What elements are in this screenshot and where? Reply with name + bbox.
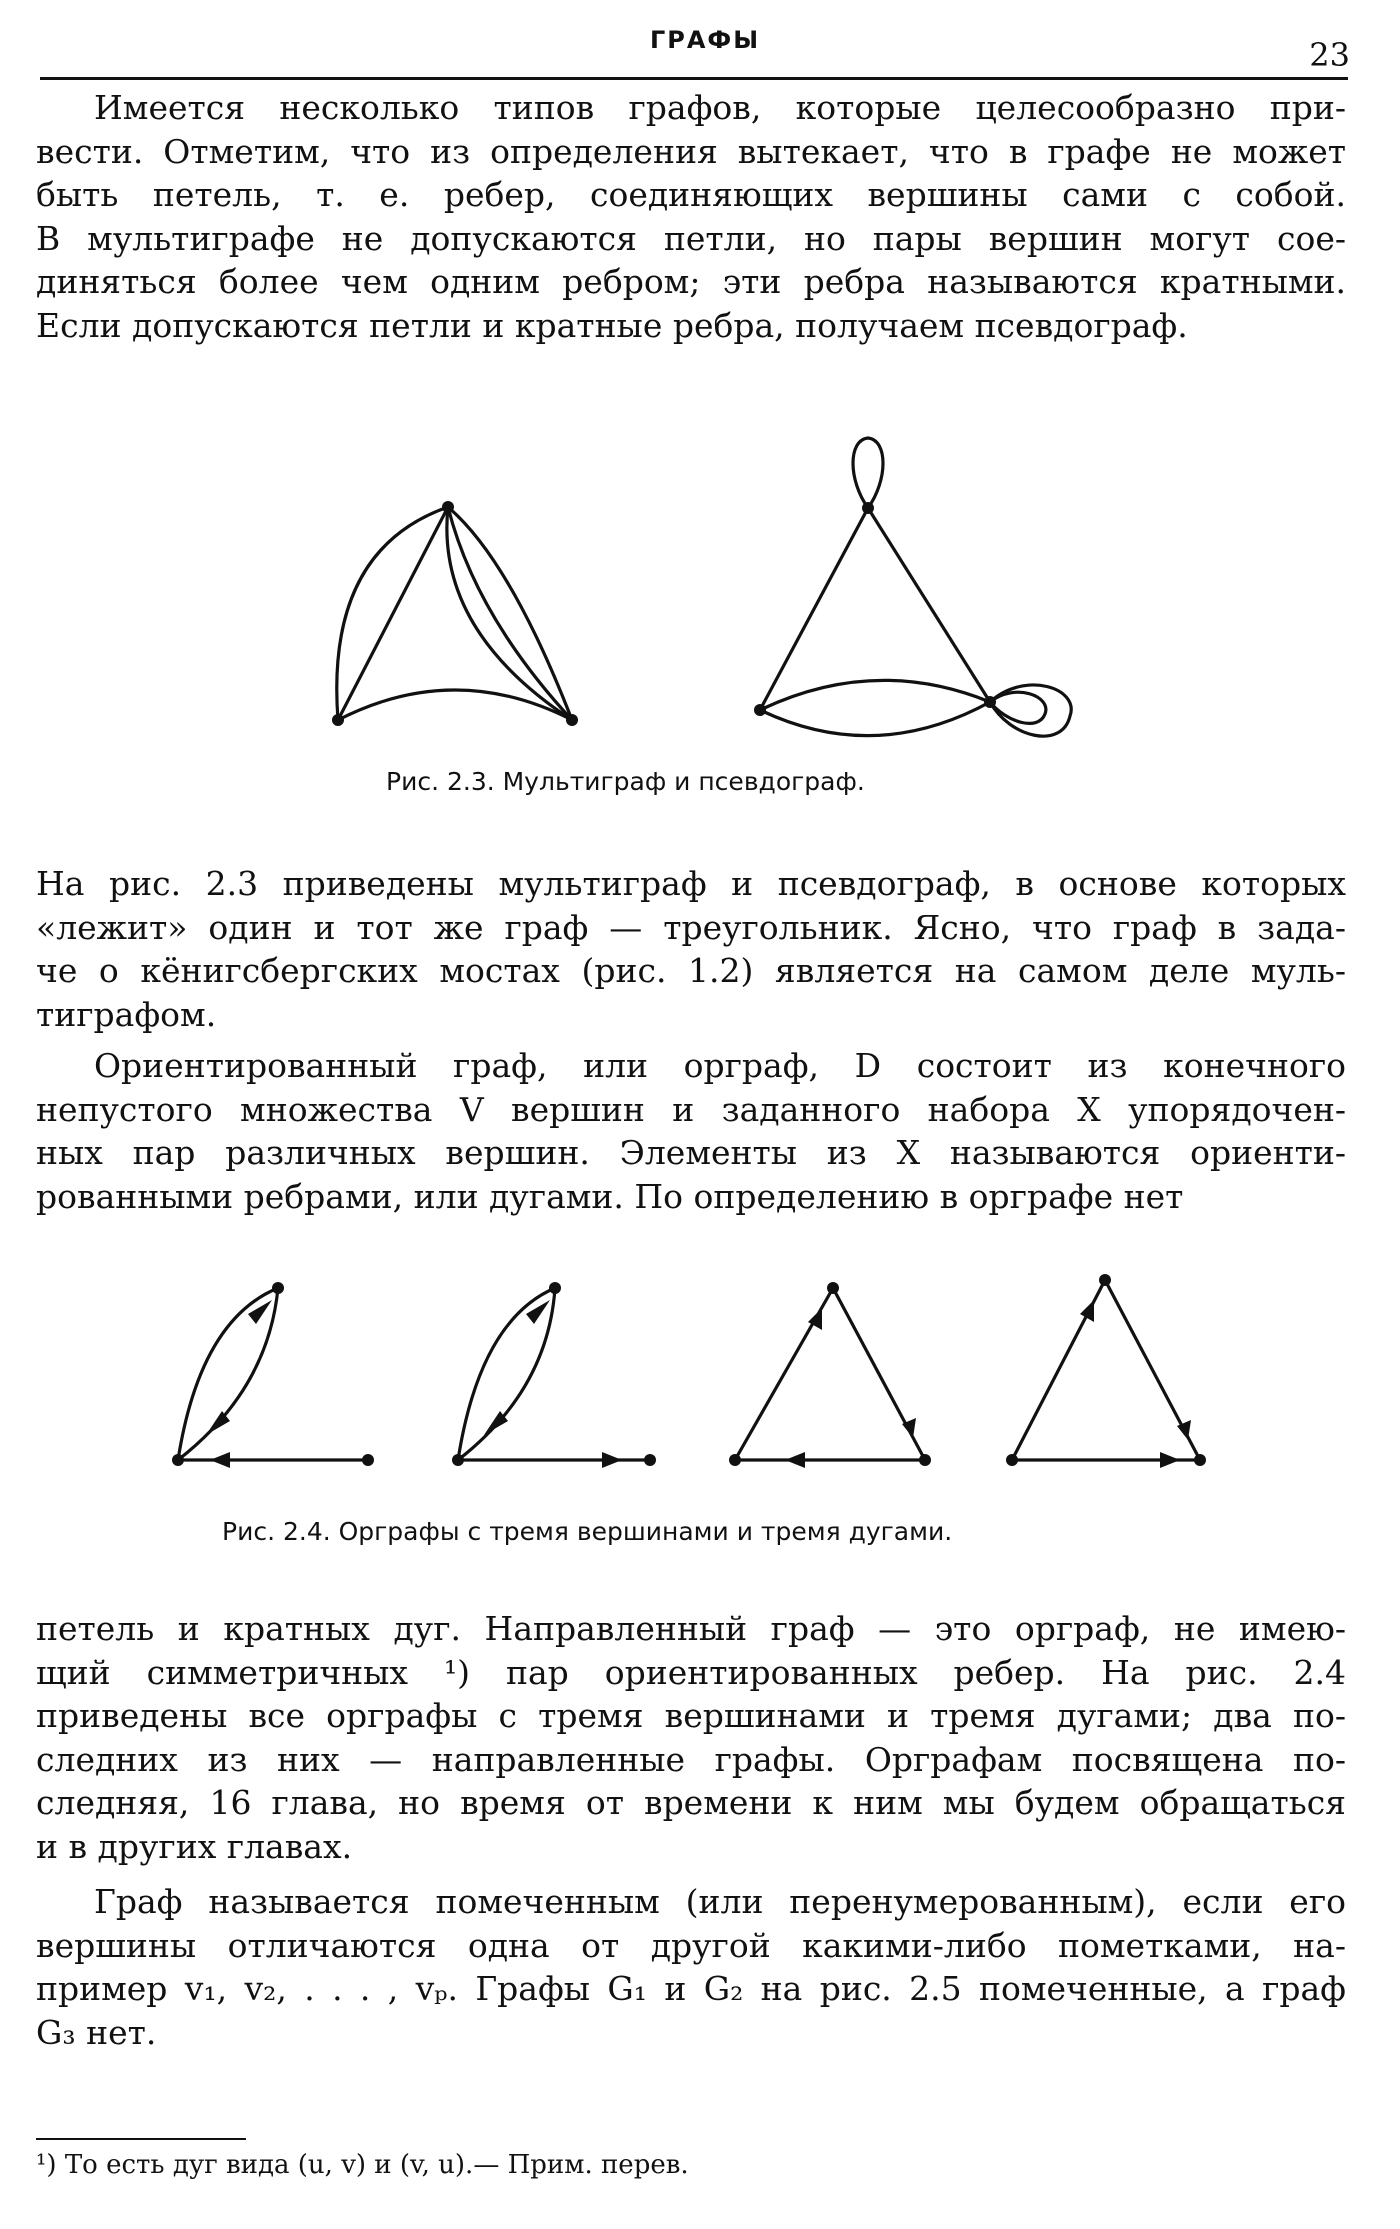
pseudograph-edge (760, 680, 990, 710)
arrowhead (1080, 1300, 1094, 1322)
pseudograph-edge (760, 702, 990, 736)
multigraph-drawing (332, 501, 578, 726)
graph-vertex (452, 1454, 464, 1466)
arc (178, 1288, 278, 1460)
figure-2-4-caption: Рис. 2.4. Орграфы с тремя вершинами и тремя дугами. (222, 1517, 953, 1546)
arrowhead (602, 1452, 622, 1468)
paragraph-digraph-definition (36, 1044, 1346, 1218)
running-head (60, 22, 1350, 78)
multigraph-edge (447, 507, 572, 720)
graph-vertex (549, 1282, 561, 1294)
arrowhead (210, 1452, 230, 1468)
graph-vertex (644, 1454, 656, 1466)
text-line: следняя, 16 глава, но время от времени к ним мы будем обращаться (36, 1783, 1346, 1823)
text-line: ных пар различных вершин. Элементы из X называются ориенти- (36, 1133, 1346, 1173)
paragraph-labeled-graph (36, 1880, 1346, 2054)
text-line: петель и кратных дуг. Направленный граф — это орграф, не имею- (36, 1609, 1346, 1648)
text-line: На рис. 2.3 приведены мультиграф и псевдограф, в основе которых (36, 864, 1346, 903)
graph-vertex (362, 1454, 374, 1466)
text-line: Ориентированный граф, или орграф, D состоит из конечного (94, 1046, 1346, 1085)
footnote-rule (36, 2138, 246, 2140)
text-line: «лежит» один и тот же граф — треугольник. Ясно, что граф в зада- (36, 907, 1346, 947)
text-line: приведены все орграфы с тремя вершинами и тремя дугами; два по- (36, 1696, 1346, 1736)
graph-vertex (1006, 1454, 1018, 1466)
graph-vertex (172, 1454, 184, 1466)
graph-vertex (442, 501, 454, 513)
paragraph-directed-graph (36, 1607, 1346, 1869)
running-head-title: ГРАФЫ (649, 26, 761, 54)
text-line: Граф называется помеченным (или перенумерованным), если его (94, 1882, 1346, 1921)
pseudograph-loop (853, 438, 883, 508)
graph-vertex (827, 1282, 839, 1294)
digraph-4 (1006, 1274, 1206, 1468)
text-line: диняться более чем одним ребром; эти ребра называются кратными. (36, 262, 1346, 302)
graph-vertex (1194, 1454, 1206, 1466)
header-rule (40, 77, 1348, 80)
graph-vertex (272, 1282, 284, 1294)
text-line: и в других главах. (36, 1826, 353, 1866)
digraph-1 (172, 1282, 374, 1468)
paragraph-graph-types (36, 86, 1346, 348)
text-line: пример v₁, v₂, . . . , vₚ. Графы G₁ и G₂ на рис. 2.5 помеченные, а граф (36, 1969, 1346, 2009)
figure-multigraph-pseudograph (0, 420, 1400, 750)
text-line: вершины отличаются одна от другой какими-либо пометками, на- (36, 1925, 1346, 1965)
text-line: рованными ребрами, или дугами. По определению в орграфе нет (36, 1176, 1184, 1216)
text-line: быть петель, т. е. ребер, соединяющих вершины сами с собой. (36, 175, 1346, 215)
paragraph-multigraph-note (36, 862, 1346, 1036)
pseudograph-edge (868, 508, 990, 702)
pseudograph-loop (990, 692, 1046, 723)
text-line: Имеется несколько типов графов, которые целесообразно при- (94, 88, 1346, 127)
text-line: Если допускаются петли и кратные ребра, получаем псевдограф. (36, 305, 1188, 345)
graph-vertex (862, 502, 874, 514)
graph-vertex (729, 1454, 741, 1466)
figure-digraphs (0, 1260, 1400, 1490)
graph-vertex (566, 714, 578, 726)
graph-vertex (1099, 1274, 1111, 1286)
arrowhead (785, 1452, 805, 1468)
graph-vertex (984, 696, 996, 708)
text-line: вести. Отметим, что из определения вытекает, что в графе не может (36, 131, 1346, 171)
digraph-3 (729, 1282, 931, 1468)
text-line: че о кёнигсбергских мостах (рис. 1.2) является на самом деле муль- (36, 951, 1346, 991)
arc (178, 1288, 278, 1460)
pseudograph-drawing (754, 438, 1071, 736)
text-line: тиграфом. (36, 994, 217, 1034)
text-line: В мультиграфе не допускаются петли, но пары вершин могут сое- (36, 218, 1346, 258)
digraph-2 (452, 1282, 656, 1468)
text-line: непустого множества V вершин и заданного набора X упорядочен- (36, 1089, 1346, 1129)
graph-vertex (332, 714, 344, 726)
text-line: следних из них — направленные графы. Орграфам посвящена по- (36, 1739, 1346, 1779)
graph-vertex (754, 704, 766, 716)
pseudograph-edge (760, 508, 868, 710)
text-line: щий симметричных ¹) пар ориентированных ребер. На рис. 2.4 (36, 1652, 1346, 1692)
footnote: ¹) То есть дуг вида (u, v) и (v, u).— Прим. перев. (36, 2150, 689, 2180)
text-line: G₃ нет. (36, 2012, 157, 2052)
graph-vertex (919, 1454, 931, 1466)
arrowhead (1160, 1452, 1180, 1468)
page-number: 23 (1309, 36, 1350, 74)
figure-2-3-caption: Рис. 2.3. Мультиграф и псевдограф. (386, 767, 865, 796)
